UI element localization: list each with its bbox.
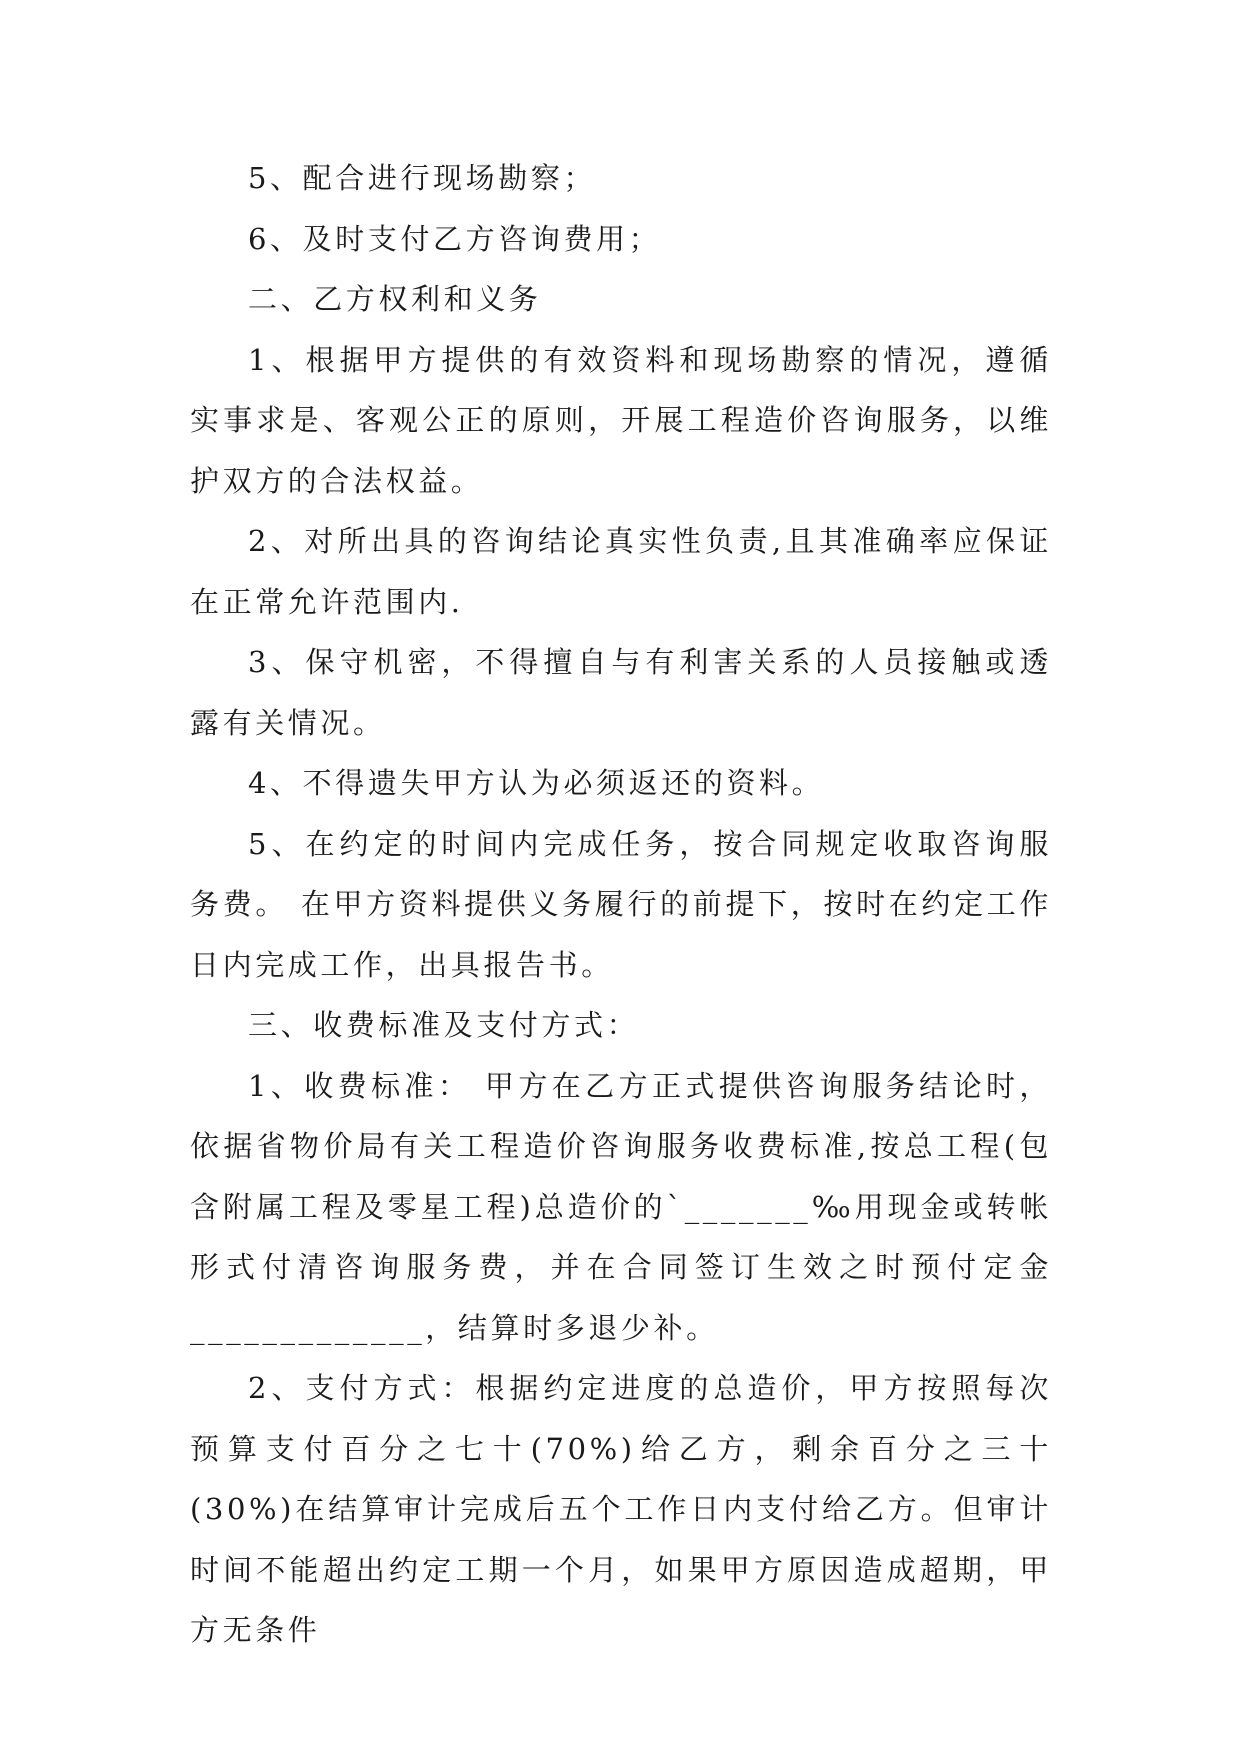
paragraph-party-b-item-5: 5、在约定的时间内完成任务，按合同规定收取咨询服务费。 在甲方资料提供义务履行的前提下，按时在约定工作日内完成工作，出具报告书。 <box>190 826 1052 982</box>
paragraph-party-b-item-3: 3、保守机密，不得擅自与有利害关系的人员接触或透露有关情况。 <box>190 645 1052 740</box>
paragraph-party-b-item-2: 2、对所出具的咨询结论真实性负责,且其准确率应保证在正常允许范围内. <box>190 524 1052 619</box>
section-heading-fees-payment: 三、收费标准及支付方式： <box>248 1008 640 1042</box>
paragraph-party-b-item-1: 1、根据甲方提供的有效资料和现场勘察的情况，遵循实事求是、客观公正的原则，开展工程造价咨询服务，以维护双方的合法权益。 <box>190 342 1052 498</box>
paragraph-party-b-item-4: 4、不得遗失甲方认为必须返还的资料。 <box>248 766 825 800</box>
paragraph-item-6-pay-fees: 6、及时支付乙方咨询费用； <box>248 221 662 256</box>
paragraph-fee-standard: 1、收费标准： 甲方在乙方正式提供咨询服务结论时，依据省物价局有关工程造价咨询服务收费标准,按总工程(包含附属工程及零星工程)总造价的`_______‰用现金或转帐形式付清咨询服务费，并在合同签订生效之时预付定金_____________，结算时多退少补。 <box>190 1068 1052 1345</box>
paragraph-item-5-site-survey: 5、配合进行现场勘察； <box>248 161 597 195</box>
document-page <box>190 148 1052 1661</box>
section-heading-party-b-rights: 二、乙方权利和义务 <box>248 282 542 316</box>
paragraph-payment-method: 2、支付方式：根据约定进度的总造价，甲方按照每次预算支付百分之七十(70%)给乙方，剩余百分之三十(30%)在结算审计完成后五个工作日内支付给乙方。但审计时间不能超出约定工期一个月，如果甲方原因造成超期，甲方无条件 <box>190 1371 1052 1647</box>
